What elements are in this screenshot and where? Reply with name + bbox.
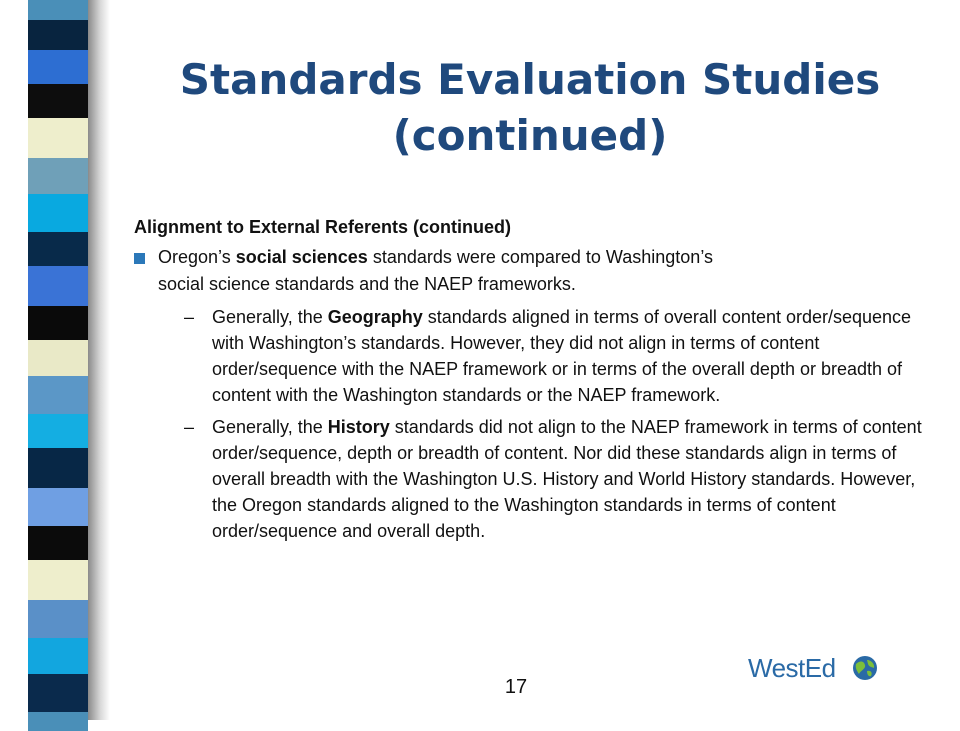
page-number: 17 <box>504 676 528 698</box>
sub-bullet-prefix: Generally, the <box>212 307 328 327</box>
bullet-text-prefix: Oregon’s <box>158 247 236 267</box>
sub-bullet-prefix: Generally, the <box>212 417 328 437</box>
decorative-stripe <box>28 414 88 448</box>
decorative-stripe <box>28 638 88 674</box>
decorative-stripe <box>28 340 88 376</box>
section-subheading: Alignment to External Referents (continued) <box>134 217 512 237</box>
decorative-stripe <box>28 194 88 232</box>
slide-body <box>134 214 934 544</box>
decorative-stripe <box>28 488 88 526</box>
sub-bullet-text <box>212 414 927 544</box>
wested-logo <box>748 651 888 685</box>
decorative-stripe <box>28 232 88 266</box>
sub-bullet-suffix: standards did not align to the NAEP framework in terms of content order/sequence, depth or breadth of content. Nor did these standards align in terms of overall breadth with the Washington U.S. History and World History standards. However, the Oregon standards aligned to the Washington standards in terms of content order/sequence and overall depth. <box>212 417 922 541</box>
decorative-stripe <box>28 376 88 414</box>
bullet-item <box>134 244 934 298</box>
dash-bullet: – <box>184 417 195 437</box>
decorative-stripe <box>28 526 88 560</box>
decorative-stripe <box>28 712 88 731</box>
decorative-stripe <box>28 560 88 600</box>
decorative-stripe <box>28 158 88 194</box>
square-bullet-icon <box>134 253 145 264</box>
decorative-stripe <box>28 448 88 488</box>
decorative-stripe <box>28 266 88 306</box>
globe-icon <box>852 655 878 681</box>
bullet-text <box>158 244 758 298</box>
decorative-stripe <box>28 118 88 158</box>
dash-bullet: – <box>184 307 195 327</box>
decorative-stripe <box>28 0 88 20</box>
sub-bullet-bold: Geography <box>327 307 423 327</box>
decorative-stripe <box>28 674 88 712</box>
sub-bullet-suffix: standards aligned in terms of overall content order/sequence with Washington’s standards. However, they did not align in terms of content order/sequence with the NAEP framework or in terms of the overall depth or breadth of content with the Washington standards or the NAEP framework. <box>212 307 912 405</box>
decorative-stripe-bar <box>28 0 88 720</box>
stripe-bar-shadow <box>88 0 110 720</box>
sub-bullet-text <box>212 304 927 408</box>
decorative-stripe <box>28 50 88 84</box>
sub-bullet-item <box>184 304 934 408</box>
sub-bullet-bold: History <box>327 417 390 437</box>
decorative-stripe <box>28 600 88 638</box>
logo-wordmark: WestEd <box>748 653 836 683</box>
decorative-stripe <box>28 306 88 340</box>
bullet-text-bold: social sciences <box>235 247 368 267</box>
decorative-stripe <box>28 84 88 118</box>
decorative-stripe <box>28 20 88 50</box>
sub-bullet-item <box>184 414 934 544</box>
slide-title: Standards Evaluation Studies (continued) <box>179 55 881 160</box>
bullet-text-suffix: standards were compared to Washington’s social science standards and the NAEP frameworks. <box>158 247 713 294</box>
